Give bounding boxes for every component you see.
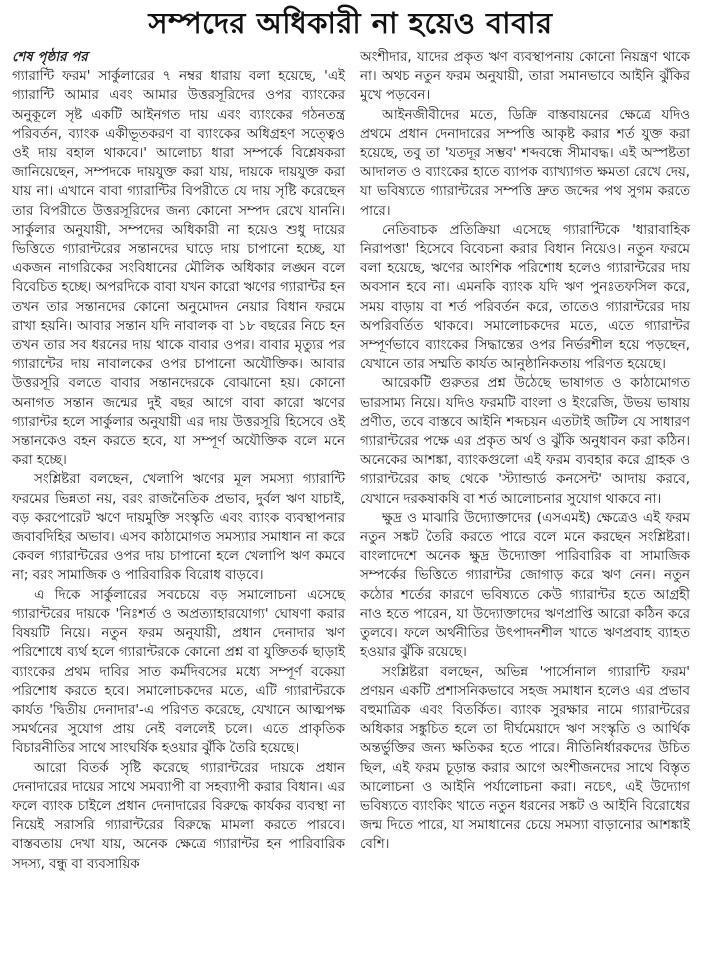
paragraph: সংশ্লিষ্টরা বলছেন, অভিন্ন 'পার্সোনাল গ্যারান্টি ফরম' প্রণয়ন একটি প্রশাসনিকভাবে সহজ সমাধান হলেও এর প্রভাব বহুমাত্রিক এবং বিতর্কিত। ব্যাংক সুরক্ষার নামে গ্যারান্টরের অধিকার সঙ্কুচিত হলে তা দীর্ঘমেয়াদে ঋণ সংস্কৃতি ও আর্থিক অন্তর্ভুক্তির জন্য ক্ষতিকর হতে পারে। নীতিনির্ধারকদের উচিত ছিল, এই ফরম চূড়ান্ত করার আগে অংশীজনদের সাথে বিস্তৃত আলোচনা ও আইনি পর্যালোচনা করা। নচেৎ, এই উদ্যোগ ভবিষ্যতে ব্যাংকিং খাতে নতুন ধরনের সঙ্কট ও আইনি বিরোধের জন্ম দিতে পারে, যা সমাধানের চেয়ে সমস্যা বাড়ানোর আশঙ্কাই বেশি। xyxy=(360,664,690,853)
paragraph: সংশ্লিষ্টরা বলছেন, খেলাপি ঋণের মূল সমস্যা গ্যারান্টি ফরমের ভিন্নতা নয়, বরং রাজনৈতিক প্রভাব, দুর্বল ঋণ যাচাই, বড় করপোরেট ঋণে দায়মুক্তি সংস্কৃতি এবং ব্যাংক ব্যবস্থাপনার জবাবদিহির অভাব। এসব কাঠামোগত সমস্যার সমাধান না করে কেবল গ্যারান্টরের ওপর দায় চাপানো হলে খেলাপি ঋণ কমবে না; বরং সামাজিক ও পারিবারিক বিরোধ বাড়বে। xyxy=(12,472,345,584)
paragraph: নেতিবাচক প্রতিক্রিয়া এসেছে গ্যারান্টিকে 'ধারাবাহিক নিরাপত্তা' হিসেবে বিবেচনা করার বিধান নিয়েও। নতুন ফরমে বলা হয়েছে, ঋণের আংশিক পরিশোধ হলেও গ্যারান্টরের দায় অবসান হবে না। এমনকি ব্যাংক যদি ঋণ পুনঃতফসিল করে, সময় বাড়ায় বা শর্ত পরিবর্তন করে, তাতেও গ্যারান্টরের দায় অপরিবর্তিত থাকবে। সমালোচকদের মতে, এতে গ্যারান্টর সম্পূর্ণভাবে ব্যাংকের সিদ্ধান্তের ওপর নির্ভরশীল হয়ে পড়ছেন, যেখানে তার সম্মতি কার্যত আনুষ্ঠানিকতায় পরিণত হয়েছে। xyxy=(360,222,690,373)
paragraph: ক্ষুদ্র ও মাঝারি উদ্যোক্তাদের (এসএমই) ক্ষেত্রেও এই ফরম নতুন সঙ্কট তৈরি করতে পারে বলে মনে করছেন সংশ্লিষ্টরা। বাংলাদেশে অনেক ক্ষুদ্র উদ্যোক্তা পারিবারিক বা সামাজিক সম্পর্কের ভিত্তিতে গ্যারান্টর জোগাড় করে ঋণ নেন। নতুন কঠোর শর্তের কারণে ভবিষ্যতে কেউ গ্যারান্টর হতে আগ্রহী নাও হতে পারেন, যা উদ্যোক্তাদের ঋণপ্রাপ্তি আরো কঠিন করে তুলবে। ফলে অর্থনীতির উৎপাদনশীল খাতে ঋণপ্রবাহ ব্যাহত হওয়ার ঝুঁকি রয়েছে। xyxy=(360,510,690,661)
paragraph: আরেকটি গুরুতর প্রশ্ন উঠেছে ভাষাগত ও কাঠামোগত ভারসাম্য নিয়ে। যদিও ফরমটি বাংলা ও ইংরেজি, উভয় ভাষায় প্রণীত, তবে বাস্তবে আইনি শব্দচয়ন এতটাই জটিল যে সাধারণ গ্যারান্টরের পক্ষে এর প্রকৃত অর্থ ও ঝুঁকি অনুধাবন করা কঠিন। অনেকের আশঙ্কা, ব্যাংকগুলো এই ফরম ব্যবহার করে গ্রাহক ও গ্যারান্টরের কাছ থেকে 'স্ট্যান্ডার্ড কনসেন্ট' আদায় করবে, যেখানে দরকষাকষি বা শর্ত আলোচনার সুযোগ থাকবে না। xyxy=(360,376,690,507)
article-body xyxy=(0,48,701,874)
paragraph: আইনজীবীদের মতে, ডিক্রি বাস্তবায়নের ক্ষেত্রে যদিও প্রথমে প্রধান দেনাদারের সম্পত্তি আকৃষ্ট করার শর্ত যুক্ত করা হয়েছে, তবু তা 'যতদূর সম্ভব' শব্দবন্ধে সীমাবদ্ধ। এই অস্পষ্টতা আদালত ও ব্যাংকের হাতে ব্যাপক ব্যাখ্যাগত ক্ষমতা রেখে দেয়, যা ভবিষ্যতে গ্যারান্টরের সম্পত্তি দ্রুত জব্দের পথ সুগম করতে পারে। xyxy=(360,107,690,219)
continued-from-label: শেষ পৃষ্ঠার পর xyxy=(12,50,88,65)
article-column-left xyxy=(12,48,345,874)
paragraph: আরো বিতর্ক সৃষ্টি করেছে গ্যারান্টরের দায়কে প্রধান দেনাদারের দায়ের সাথে সমব্যাপী বা সহব্যাপী করার বিধান। এর ফলে ব্যাংক চাইলে প্রধান দেনাদারের বিরুদ্ধে কার্যকর ব্যবস্থা না নিয়েই সরাসরি গ্যারান্টরের বিরুদ্ধে মামলা করতে পারবে। বাস্তবতায় দেখা যায়, অনেক ক্ষেত্রে গ্যারান্টর হন পারিবারিক সদস্য, বন্ধু বা ব্যবসায়িক xyxy=(12,760,345,872)
headline: সম্পদের অধিকারী না হয়েও বাবার xyxy=(148,6,553,40)
article-column-right xyxy=(360,48,690,874)
paragraph: গ্যারান্টি ফরম' সার্কুলারের ৭ নম্বর ধারায় বলা হয়েছে, 'এই গ্যারান্টি আমার এবং আমার উত্তরসূরিদের ওপর ব্যাংকের অনুকূলে সৃষ্ট একটি আইনগত দায় এবং ব্যাংকের গঠনতন্ত্র পরিবর্তন, ব্যাংক একীভূতকরণ বা ব্যাংকের অধিগ্রহণ সত্ত্বেও ওই দায় বহাল থাকবে।' আলোচ্য ধারা সম্পর্কে বিশ্লেষকরা জানিয়েছেন, সম্পদকে দায়যুক্ত করা যায়, দায়কে দায়যুক্ত করা যায় না। এখানে বাবা গ্যারান্টির বিপরীতে যে দায় সৃষ্টি করেছেন তার বিপরীতে উত্তরসূরিদের জন্য কোনো সম্পদ রেখে যাননি। সার্কুলার অনুযায়ী, সম্পদের অধিকারী না হয়েও শুধু দায়ের ভিত্তিতে গ্যারান্টরের সন্তানদের ঘাড়ে দায় চাপানো হচ্ছে, যা একজন নাগরিকের সংবিধানের মৌলিক অধিকার লঙ্ঘন বলে বিবেচিত হচ্ছে। অপরদিকে বাবা যখন কারো ঋণের গ্যারান্টর হন তখন তার সন্তানদের কোনো অনুমোদন নেয়ার বিধান ফরমে রাখা হয়নি। আবার সন্তান যদি নাবালক বা ১৮ বছরের নিচে হন তখন তার সব ধরনের দায় থাকে বাবার ওপর। বাবার মৃত্যুর পর গ্যারান্টের দায় নাবালকের ওপর চাপানো অযৌক্তিক। আবার উত্তরসূরি বলতে বাবার সন্তানদেরকে বোঝানো হয়। কোনো অনাগত সন্তান জন্মের দুই বছর আগে বাবা কারো ঋণের গ্যারান্টর হলে সার্কুলার অনুযায়ী এর দায় উত্তরসূরি হিসেবে ওই সন্তানকেও বহন করতে হবে, যা সম্পূর্ণ অযৌক্তিক বলে মনে করা হচ্ছে। xyxy=(12,69,345,469)
paragraph: অংশীদার, যাদের প্রকৃত ঋণ ব্যবস্থাপনায় কোনো নিয়ন্ত্রণ থাকে না। অথচ নতুন ফরম অনুযায়ী, তারা সমানভাবে আইনি ঝুঁকির মুখে পড়বেন। xyxy=(360,50,690,104)
paragraph: এ দিকে সার্কুলারের সবচেয়ে বড় সমালোচনা এসেছে গ্যারান্টরের দায়কে 'নিঃশর্ত ও অপ্রত্যাহারযোগ্য' ঘোষণা করার বিষয়টি নিয়ে। নতুন ফরম অনুযায়ী, প্রধান দেনাদার ঋণ পরিশোধে ব্যর্থ হলে গ্যারান্টরকে কোনো প্রশ্ন বা যুক্তিতর্ক ছাড়াই ব্যাংকের প্রথম দাবির সাত কর্মদিবসের মধ্যে সম্পূর্ণ বকেয়া পরিশোধ করতে হবে। সমালোচকদের মতে, এটি গ্যারান্টরকে কার্যত 'দ্বিতীয় দেনাদার'-এ পরিণত করেছে, যেখানে আত্মপক্ষ সমর্থনের সুযোগ প্রায় নেই বললেই চলে। এতে প্রাকৃতিক বিচারনীতির সাথে সাংঘর্ষিক হওয়ার ঝুঁকি তৈরি হয়েছে। xyxy=(12,587,345,757)
